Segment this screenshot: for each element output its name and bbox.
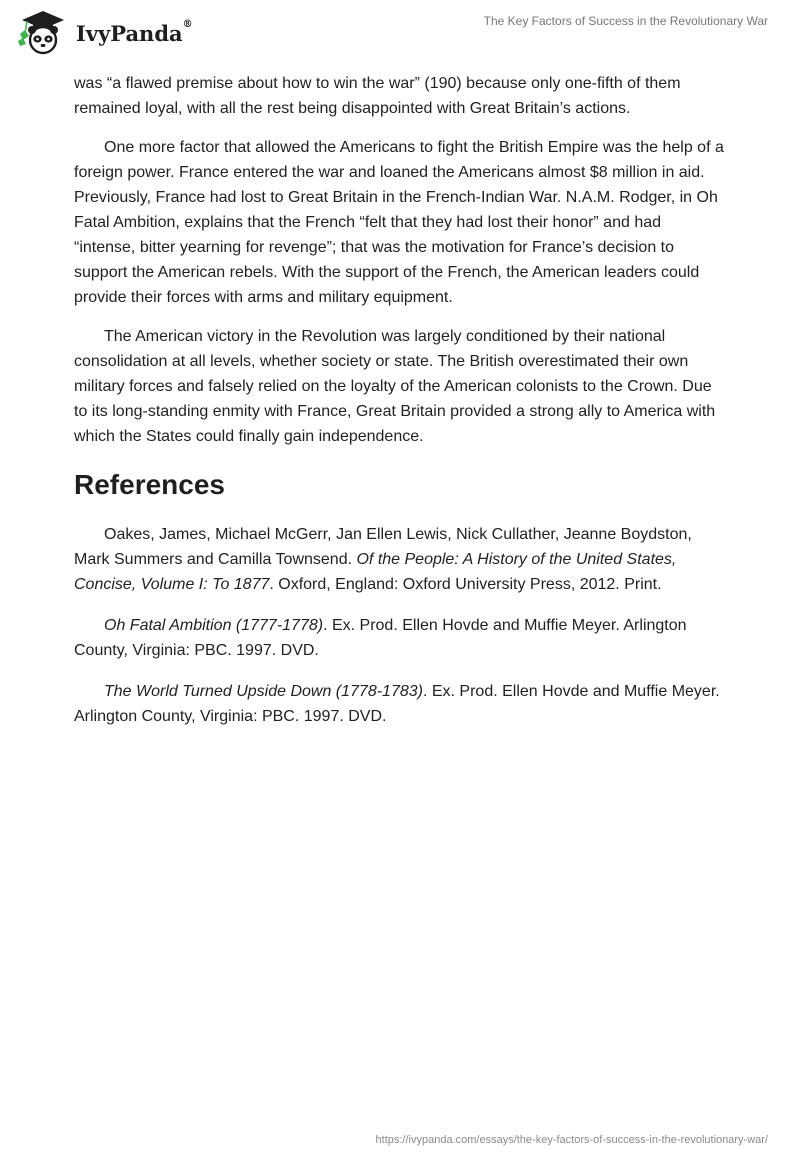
body-paragraph: One more factor that allowed the Americans to fight the British Empire was the help of a foreign power. France entered the war and loaned the Americans almost $8 million in aid. Previously, France had lost to Great Britain in the French-Indian War. N.A.M. Rodger, in Oh Fatal Ambition, explains that the French “felt that they had lost their honor” and had “intense, bitter yearning for revenge”; that was the motivation for France’s decision to support the American rebels. With the support of the French, the American leaders could provide their forces with arms and military equipment. xyxy=(74,139,724,306)
page-header xyxy=(0,0,800,60)
reference-publication: . Ex. Prod. Ellen Hovde and Muffie Meyer. Arlington County, Virginia: PBC. 1997. DVD. xyxy=(74,617,687,659)
reference-title: Oh Fatal Ambition (1777-1778) xyxy=(104,617,324,634)
reference-title: The World Turned Upside Down (1778-1783) xyxy=(104,683,423,700)
body-paragraph: was “a flawed premise about how to win the war” (190) because only one-fifth of them remained loyal, with all the rest being disappointed with Great Britain’s actions. xyxy=(74,75,681,117)
panda-graduate-logo-icon xyxy=(14,8,72,56)
reference-publication: . Oxford, England: Oxford University Press, 2012. Print. xyxy=(269,576,662,593)
essay-content xyxy=(74,71,724,745)
body-paragraph: The American victory in the Revolution was largely conditioned by their national consolidation at all levels, whether society or state. The British overestimated their own military forces and falsely relied on the loyalty of the American colonists to the Crown. Due to its long-standing enmity with France, Great Britain provided a strong ally to America with which the States could finally gain independence. xyxy=(74,328,716,445)
logo-wordmark xyxy=(76,18,193,46)
ivypanda-logo[interactable] xyxy=(14,8,193,56)
reference-title: Of the People: A History of the United States, Concise, Volume I: To 1877 xyxy=(74,551,677,593)
source-url[interactable]: https://ivypanda.com/essays/the-key-factors-of-success-in-the-revolutionary-war/ xyxy=(375,1134,768,1146)
registered-mark: ® xyxy=(182,18,193,30)
reference-entry xyxy=(74,679,724,729)
references-heading: References xyxy=(74,469,225,500)
reference-publication: . Ex. Prod. Ellen Hovde and Muffie Meyer. Arlington County, Virginia: PBC. 1997. DVD. xyxy=(74,683,720,725)
reference-entry xyxy=(74,522,724,597)
reference-authors: Oakes, James, Michael McGerr, Jan Ellen Lewis, Nick Cullather, Jeanne Boydston, Mark Summers and Camilla Townsend. xyxy=(74,526,692,568)
document-title: The Key Factors of Success in the Revolutionary War xyxy=(483,14,768,28)
reference-entry xyxy=(74,613,724,663)
logo-text: IvyPanda xyxy=(76,20,183,46)
